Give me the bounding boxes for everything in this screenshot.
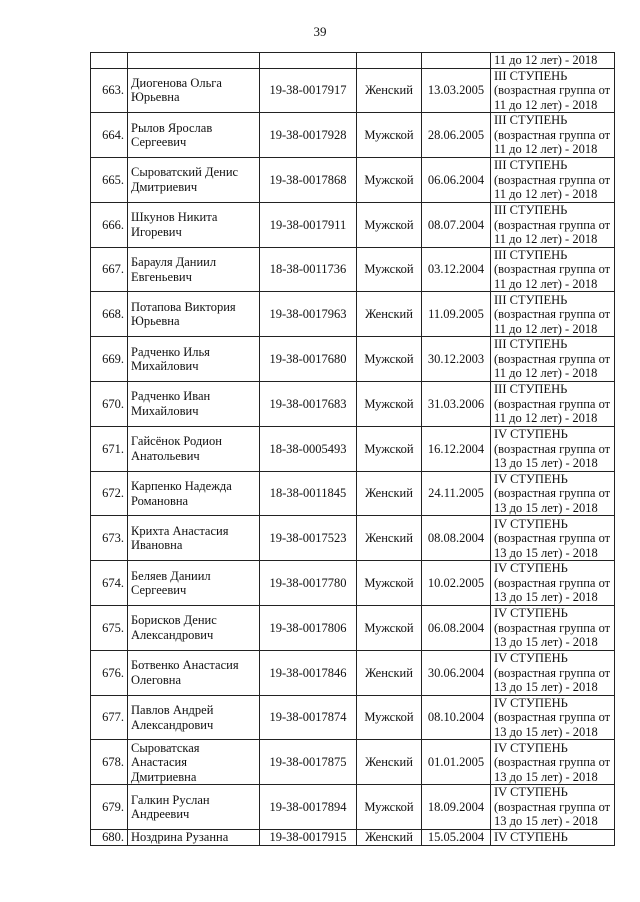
table-row	[91, 516, 615, 561]
level-line: IV СТУПЕНЬ	[494, 606, 568, 621]
cell-number: 680.	[91, 830, 128, 846]
cell-name	[128, 561, 260, 606]
cell-birthdate: 08.08.2004	[422, 516, 491, 561]
cell-number: 674.	[91, 561, 128, 606]
cell-birthdate: 03.12.2004	[422, 247, 491, 292]
cell-sex: Женский	[357, 471, 422, 516]
name-line: Дмитриевич	[131, 179, 198, 194]
cell-sex: Женский	[357, 740, 422, 785]
name-line: Сергеевич	[131, 135, 187, 150]
name-line: Потапова Виктория	[131, 299, 236, 314]
cell-birthdate: 30.12.2003	[422, 337, 491, 382]
cell-uin: 19-38-0017963	[260, 292, 357, 337]
table-row	[91, 426, 615, 471]
cell-sex: Мужской	[357, 337, 422, 382]
level-line: (возрастная группа от	[494, 531, 611, 546]
cell-uin: 18-38-0005493	[260, 426, 357, 471]
cell-name	[128, 426, 260, 471]
cell-number: 672.	[91, 471, 128, 516]
level-line: (возрастная группа от	[494, 665, 611, 680]
level-line: 13 до 15 лет) - 2018	[494, 680, 598, 694]
name-line: Крихта Анастасия	[131, 523, 229, 538]
level-line: (возрастная группа от	[494, 710, 611, 725]
table-row	[91, 202, 615, 247]
level-line: (возрастная группа от	[494, 217, 611, 232]
name-line: Гайсёнок Родион	[131, 434, 222, 449]
cell-level	[491, 695, 615, 740]
name-line: Диогенова Ольга	[131, 75, 222, 90]
level-line: III СТУПЕНЬ	[494, 337, 568, 352]
level-line: 13 до 15 лет) - 2018	[494, 500, 598, 515]
cell-number: 678.	[91, 740, 128, 785]
table-row	[91, 471, 615, 516]
cell-birthdate: 31.03.2006	[422, 382, 491, 427]
cell-number: 668.	[91, 292, 128, 337]
cell-name	[128, 471, 260, 516]
cell-uin: 19-38-0017806	[260, 606, 357, 651]
level-line: 11 до 12 лет) - 2018	[494, 321, 598, 336]
cell-name	[128, 337, 260, 382]
level-line: (возрастная группа от	[494, 307, 611, 322]
cell-uin: 19-38-0017875	[260, 740, 357, 785]
cell-name	[128, 740, 260, 785]
level-line: (возрастная группа от	[494, 486, 611, 501]
name-line: Игоревич	[131, 224, 182, 239]
cell-number: 669.	[91, 337, 128, 382]
cell-number: 675.	[91, 606, 128, 651]
cell-number: 665.	[91, 158, 128, 203]
cell-level: IV СТУПЕНЬ	[491, 830, 615, 846]
name-line: Карпенко Надежда	[131, 479, 232, 494]
level-line: (возрастная группа от	[494, 396, 611, 411]
cell-name	[128, 68, 260, 113]
level-line: (возрастная группа от	[494, 262, 611, 277]
cell-birthdate: 01.01.2005	[422, 740, 491, 785]
cell-uin: 19-38-0017894	[260, 785, 357, 830]
cell-number: 676.	[91, 650, 128, 695]
level-line: 13 до 15 лет) - 2018	[494, 724, 598, 739]
level-line: 11 до 12 лет) - 2018	[494, 53, 598, 67]
name-line: Ботвенко Анастасия	[131, 658, 239, 673]
cell-uin: 19-38-0017915	[260, 830, 357, 846]
level-line: IV СТУПЕНЬ	[494, 785, 568, 800]
cell-uin: 19-38-0017780	[260, 561, 357, 606]
cell-birthdate: 13.03.2005	[422, 68, 491, 113]
cell-uin: 18-38-0011736	[260, 247, 357, 292]
cell-uin: 19-38-0017874	[260, 695, 357, 740]
table-row	[91, 158, 615, 203]
cell-level	[491, 247, 615, 292]
cell-level	[491, 471, 615, 516]
cell-sex: Мужской	[357, 382, 422, 427]
level-line: (возрастная группа от	[494, 127, 611, 142]
cell-number	[91, 53, 128, 69]
name-line: Александрович	[131, 627, 214, 642]
cell-sex: Женский	[357, 292, 422, 337]
cell-sex: Женский	[357, 830, 422, 846]
cell-uin: 19-38-0017846	[260, 650, 357, 695]
cell-name	[128, 247, 260, 292]
cell-uin: 19-38-0017680	[260, 337, 357, 382]
cell-sex: Мужской	[357, 561, 422, 606]
level-line: III СТУПЕНЬ	[494, 68, 568, 83]
cell-sex: Мужской	[357, 785, 422, 830]
level-line: IV СТУПЕНЬ	[494, 427, 568, 442]
level-line: (возрастная группа от	[494, 441, 611, 456]
table-row	[91, 113, 615, 158]
cell-sex: Женский	[357, 68, 422, 113]
level-line: III СТУПЕНЬ	[494, 113, 568, 128]
level-line: (возрастная группа от	[494, 799, 611, 814]
level-line: (возрастная группа от	[494, 755, 611, 770]
level-line: 11 до 12 лет) - 2018	[494, 276, 598, 291]
table-row	[91, 740, 615, 785]
cell-uin: 19-38-0017917	[260, 68, 357, 113]
cell-birthdate: 28.06.2005	[422, 113, 491, 158]
cell-birthdate: 30.06.2004	[422, 650, 491, 695]
level-line: III СТУПЕНЬ	[494, 203, 568, 218]
cell-name	[128, 650, 260, 695]
cell-sex: Женский	[357, 650, 422, 695]
cell-uin: 19-38-0017928	[260, 113, 357, 158]
name-line: Барауля Даниил	[131, 255, 217, 270]
cell-level	[491, 606, 615, 651]
cell-number: 670.	[91, 382, 128, 427]
cell-number: 667.	[91, 247, 128, 292]
cell-uin: 19-38-0017523	[260, 516, 357, 561]
name-line: Шкунов Никита	[131, 210, 218, 225]
name-line: Андреевич	[131, 807, 190, 822]
cell-name	[128, 382, 260, 427]
name-line: Борисков Денис	[131, 613, 217, 628]
level-line: 11 до 12 лет) - 2018	[494, 142, 598, 157]
level-line: 11 до 12 лет) - 2018	[494, 97, 598, 112]
name-line: Ивановна	[131, 538, 183, 553]
cell-uin: 19-38-0017911	[260, 202, 357, 247]
name-line: Сыроватский Денис	[131, 165, 239, 180]
level-line: III СТУПЕНЬ	[494, 292, 568, 307]
cell-level	[491, 516, 615, 561]
name-line: Галкин Руслан	[131, 792, 210, 807]
cell-name	[128, 113, 260, 158]
cell-name: Ноздрина Рузанна	[128, 830, 260, 846]
cell-sex: Мужской	[357, 426, 422, 471]
level-line: III СТУПЕНЬ	[494, 247, 568, 262]
cell-level	[491, 158, 615, 203]
cell-level	[491, 292, 615, 337]
name-line: Олеговна	[131, 672, 182, 687]
name-line: Михайлович	[131, 359, 199, 374]
cell-birthdate: 08.10.2004	[422, 695, 491, 740]
level-line: 13 до 15 лет) - 2018	[494, 814, 598, 829]
name-line: Радченко Иван	[131, 389, 211, 404]
level-line: IV СТУПЕНЬ	[494, 695, 568, 710]
cell-uin	[260, 53, 357, 69]
cell-uin: 18-38-0011845	[260, 471, 357, 516]
cell-name	[128, 695, 260, 740]
cell-birthdate: 11.09.2005	[422, 292, 491, 337]
name-line: Евгеньевич	[131, 269, 192, 284]
page-number: 39	[313, 24, 327, 39]
name-line: Сергеевич	[131, 583, 187, 598]
name-line: Рылов Ярослав	[131, 120, 213, 135]
cell-sex: Мужской	[357, 606, 422, 651]
table-row	[91, 337, 615, 382]
level-line: 11 до 12 лет) - 2018	[494, 366, 598, 381]
cell-birthdate: 24.11.2005	[422, 471, 491, 516]
cell-level	[491, 68, 615, 113]
cell-level	[491, 740, 615, 785]
cell-sex	[357, 53, 422, 69]
cell-level	[491, 785, 615, 830]
table-row-continued	[91, 53, 615, 69]
name-line: Сыроватская	[131, 740, 200, 755]
cell-number: 671.	[91, 426, 128, 471]
level-line: 11 до 12 лет) - 2018	[494, 411, 598, 426]
cell-birthdate: 08.07.2004	[422, 202, 491, 247]
level-line: IV СТУПЕНЬ	[494, 516, 568, 531]
table-row	[91, 561, 615, 606]
cell-number: 677.	[91, 695, 128, 740]
name-line: Романовна	[131, 493, 189, 508]
table-row	[91, 606, 615, 651]
level-line: IV СТУПЕНЬ	[494, 740, 568, 755]
table-row	[91, 68, 615, 113]
level-line: 13 до 15 лет) - 2018	[494, 769, 598, 784]
participants-table-body	[91, 53, 615, 846]
cell-uin: 19-38-0017683	[260, 382, 357, 427]
cell-name	[128, 606, 260, 651]
level-line: 13 до 15 лет) - 2018	[494, 635, 598, 650]
cell-level	[491, 337, 615, 382]
cell-sex: Мужской	[357, 247, 422, 292]
cell-level	[491, 202, 615, 247]
level-line: (возрастная группа от	[494, 351, 611, 366]
cell-sex: Женский	[357, 516, 422, 561]
cell-uin: 19-38-0017868	[260, 158, 357, 203]
level-line: 13 до 15 лет) - 2018	[494, 590, 598, 605]
cell-birthdate: 06.06.2004	[422, 158, 491, 203]
table-row	[91, 382, 615, 427]
level-line: IV СТУПЕНЬ	[494, 561, 568, 576]
table-row-last	[91, 830, 615, 846]
table-row	[91, 292, 615, 337]
name-line: Александрович	[131, 717, 214, 732]
cell-name	[128, 292, 260, 337]
cell-number: 666.	[91, 202, 128, 247]
name-line: Радченко Илья	[131, 344, 210, 359]
level-line: 11 до 12 лет) - 2018	[494, 187, 598, 202]
cell-sex: Мужской	[357, 695, 422, 740]
cell-birthdate: 06.08.2004	[422, 606, 491, 651]
cell-level	[491, 113, 615, 158]
cell-birthdate	[422, 53, 491, 69]
table-row	[91, 785, 615, 830]
cell-sex: Мужской	[357, 202, 422, 247]
name-line: Дмитриевна	[131, 769, 197, 784]
name-line: Павлов Андрей	[131, 703, 214, 718]
cell-number: 673.	[91, 516, 128, 561]
table-row	[91, 247, 615, 292]
level-line: (возрастная группа от	[494, 575, 611, 590]
level-line: III СТУПЕНЬ	[494, 158, 568, 173]
cell-name	[128, 158, 260, 203]
participants-table	[90, 52, 615, 846]
name-line: Юрьевна	[131, 90, 180, 105]
name-line: Анастасия	[131, 755, 187, 770]
table-row	[91, 695, 615, 740]
cell-number: 664.	[91, 113, 128, 158]
cell-name	[128, 785, 260, 830]
cell-name	[128, 53, 260, 69]
cell-name	[128, 516, 260, 561]
level-line: (возрастная группа от	[494, 172, 611, 187]
level-line: 13 до 15 лет) - 2018	[494, 456, 598, 471]
cell-name	[128, 202, 260, 247]
level-line: (возрастная группа от	[494, 83, 611, 98]
cell-level	[491, 650, 615, 695]
level-line: IV СТУПЕНЬ	[494, 651, 568, 665]
cell-birthdate: 15.05.2004	[422, 830, 491, 846]
name-line: Юрьевна	[131, 314, 180, 329]
level-line: (возрастная группа от	[494, 620, 611, 635]
name-line: Анатольевич	[131, 448, 200, 463]
cell-level	[491, 426, 615, 471]
level-line: 13 до 15 лет) - 2018	[494, 545, 598, 560]
cell-number: 663.	[91, 68, 128, 113]
cell-level	[491, 53, 615, 69]
level-line: III СТУПЕНЬ	[494, 382, 568, 397]
table-row	[91, 650, 615, 695]
name-line: Михайлович	[131, 403, 199, 418]
cell-birthdate: 16.12.2004	[422, 426, 491, 471]
cell-level	[491, 382, 615, 427]
name-line: Беляев Даниил	[131, 568, 211, 583]
cell-birthdate: 18.09.2004	[422, 785, 491, 830]
cell-birthdate: 10.02.2005	[422, 561, 491, 606]
level-line: 11 до 12 лет) - 2018	[494, 232, 598, 247]
cell-number: 679.	[91, 785, 128, 830]
cell-sex: Мужской	[357, 113, 422, 158]
cell-sex: Мужской	[357, 158, 422, 203]
cell-level	[491, 561, 615, 606]
level-line: IV СТУПЕНЬ	[494, 471, 568, 486]
